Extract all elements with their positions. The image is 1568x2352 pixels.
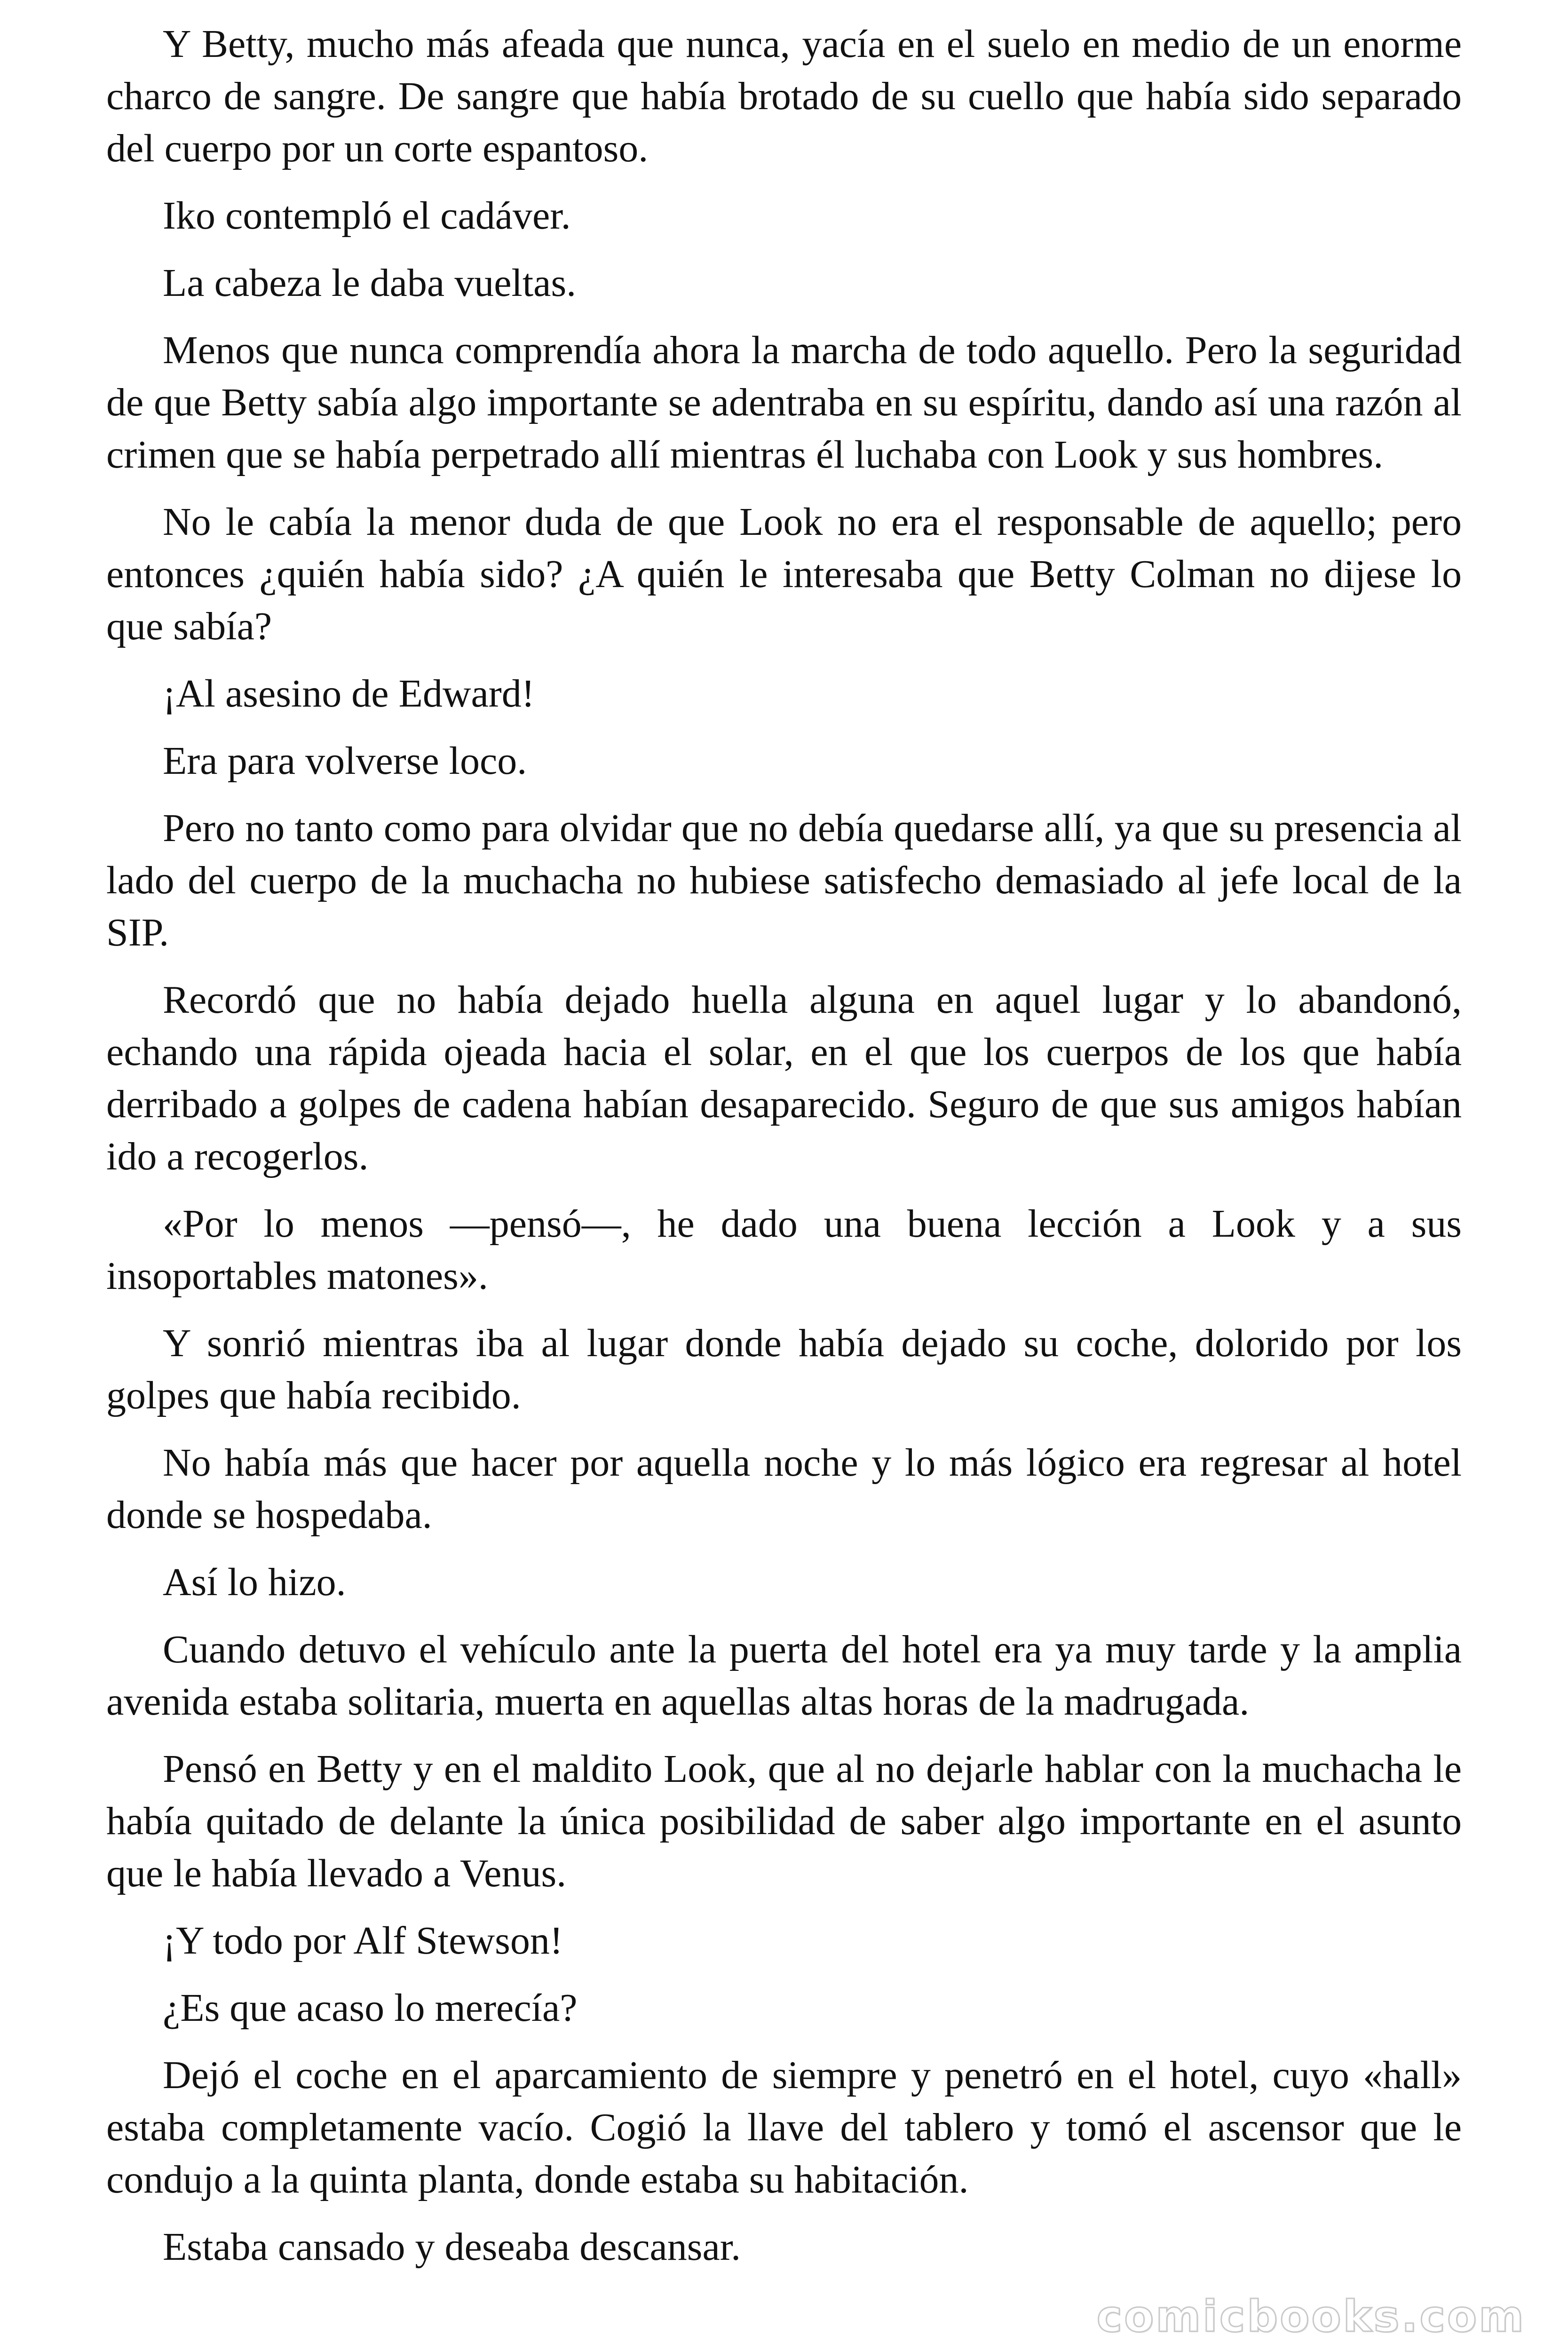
- page-body: [106, 18, 1462, 2288]
- paragraph: Pensó en Betty y en el maldito Look, que al no dejarle hablar con la muchacha le había quitado de delante la única posibilidad de saber algo importante en el asunto que le había llevado a Venus.: [106, 1747, 1462, 1895]
- paragraph: Dejó el coche en el aparcamiento de siempre y penetró en el hotel, cuyo «hall» estaba completamente vacío. Cogió la llave del tablero y tomó el ascensor que le condujo a la quinta planta, donde estaba su habitación.: [106, 2053, 1462, 2201]
- watermark: comicbooks.com: [1096, 2291, 1526, 2342]
- paragraph: No había más que hacer por aquella noche y lo más lógico era regresar al hotel donde se hospedaba.: [106, 1441, 1462, 1537]
- paragraph: La cabeza le daba vueltas.: [163, 261, 577, 305]
- paragraph: Así lo hizo.: [163, 1560, 346, 1604]
- paragraph: Cuando detuvo el vehículo ante la puerta del hotel era ya muy tarde y la amplia avenida estaba solitaria, muerta en aquellas altas horas de la madrugada.: [106, 1628, 1462, 1724]
- paragraph: ¿Es que acaso lo merecía?: [163, 1986, 578, 2030]
- paragraph: ¡Y todo por Alf Stewson!: [163, 1919, 563, 1963]
- paragraph: Pero no tanto como para olvidar que no debía quedarse allí, ya que su presencia al lado del cuerpo de la muchacha no hubiese satisfecho demasiado al jefe local de la SIP.: [106, 806, 1462, 954]
- paragraph: Estaba cansado y deseaba descansar.: [163, 2225, 741, 2269]
- paragraph: No le cabía la menor duda de que Look no era el responsable de aquello; pero entonces ¿quién había sido? ¿A quién le interesaba que Betty Colman no dijese lo que sabía?: [106, 500, 1462, 648]
- paragraph: Iko contempló el cadáver.: [163, 194, 571, 238]
- paragraph: Era para volverse loco.: [163, 739, 527, 783]
- paragraph: Y sonrió mientras iba al lugar donde había dejado su coche, dolorido por los golpes que había recibido.: [106, 1321, 1462, 1417]
- paragraph: ¡Al asesino de Edward!: [163, 672, 535, 715]
- paragraph: «Por lo menos —pensó—, he dado una buena lección a Look y a sus insoportables matones».: [106, 1202, 1462, 1298]
- paragraph: Recordó que no había dejado huella alguna en aquel lugar y lo abandonó, echando una rápida ojeada hacia el solar, en el que los cuerpos de los que había derribado a golpes de cadena habían desaparecido. Seguro de que sus amigos habían ido a recogerlos.: [106, 978, 1462, 1178]
- paragraph: Y Betty, mucho más afeada que nunca, yacía en el suelo en medio de un enorme charco de sangre. De sangre que había brotado de su cuello que había sido separado del cuerpo por un corte espantoso.: [106, 22, 1462, 170]
- paragraph: Menos que nunca comprendía ahora la marcha de todo aquello. Pero la seguridad de que Betty sabía algo importante se adentraba en su espíritu, dando así una razón al crimen que se había perpetrado allí mientras él luchaba con Look y sus hombres.: [106, 328, 1462, 477]
